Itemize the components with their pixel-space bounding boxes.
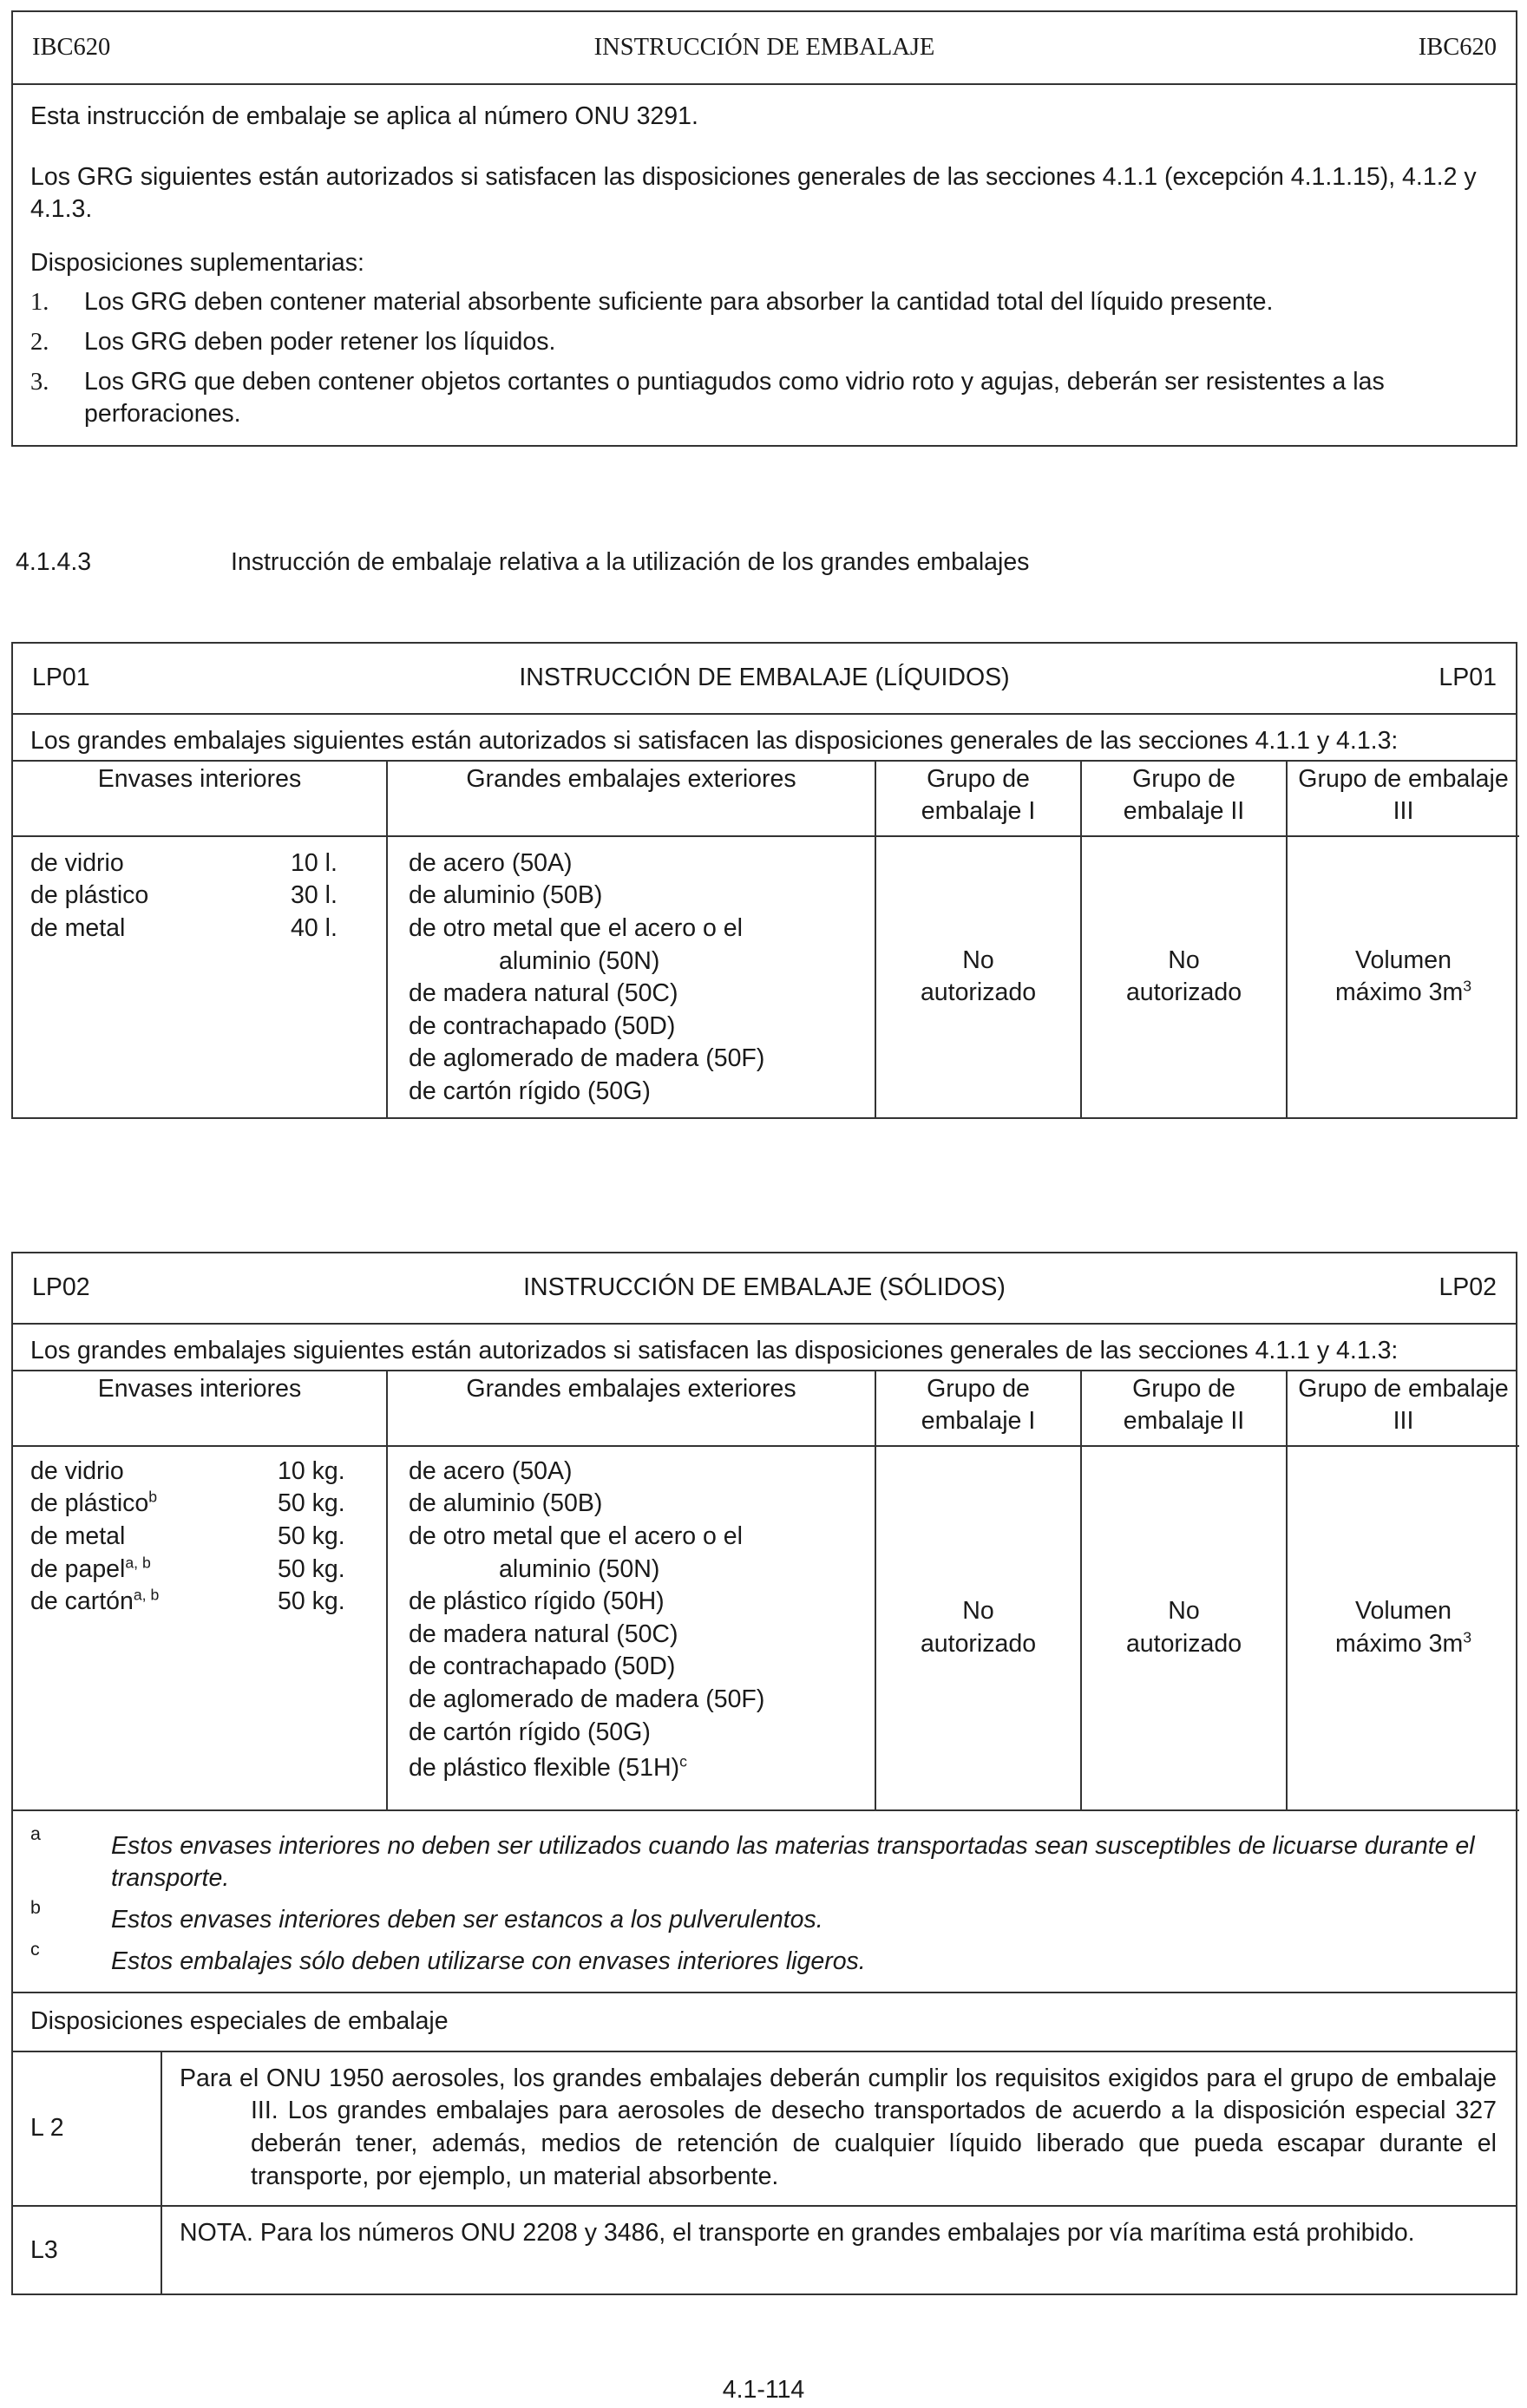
list-item: de cartón rígido (50G)	[409, 1077, 651, 1106]
lp02-special-title-row	[13, 1993, 1516, 2052]
pg3-sup: 3	[1463, 1628, 1472, 1646]
page-number: 4.1-114	[722, 2376, 805, 2404]
lp02-col-header: Grupo de embalaje II	[1081, 1371, 1287, 1446]
lp01-table-header	[13, 762, 1519, 836]
lp02-table	[13, 1371, 1519, 1811]
footnote-letter: b	[30, 1897, 41, 1919]
lp02-notes	[13, 1811, 1516, 1993]
special-text-wrap	[162, 2207, 1516, 2293]
lp02-pg1	[875, 1446, 1081, 1810]
list-item	[30, 1586, 386, 1619]
lp01-code-right: LP01	[1439, 664, 1497, 692]
lp02-pg2	[1081, 1446, 1287, 1810]
lp02-box	[11, 1252, 1517, 2295]
inner-name: de papel	[30, 1554, 126, 1583]
lp02-outer-cell	[387, 1446, 875, 1810]
list-item	[30, 1488, 386, 1521]
special-text-wrap	[162, 2052, 1516, 2205]
list-item: de otro metal que el acero o el	[409, 1522, 743, 1551]
lp02-col-header: Grupo de embalaje I	[875, 1371, 1081, 1446]
list-item: de acero (50A)	[409, 1456, 573, 1485]
footnote-text: Estos embalajes sólo deben utilizarse con envases interiores ligeros.	[111, 1947, 866, 1975]
lp02-header	[13, 1253, 1516, 1325]
footnote	[30, 1897, 1498, 1937]
pg2-text: No autorizado	[1125, 1597, 1242, 1658]
inner-qty: 30 l.	[291, 881, 338, 910]
ibc620-authorized: Los GRG siguientes están autorizados si satisfacen las disposiciones generales de las secciones 4.1.1 (excepción 4.1.1.15), 4.1.2 y 4.1.3.	[30, 162, 1477, 224]
special-code: L 2	[13, 2052, 162, 2205]
lp01-outer-cell	[387, 836, 875, 1117]
list-item: de aglomerado de madera (50F)	[409, 1044, 765, 1073]
inner-name: de vidrio	[30, 848, 124, 877]
ibc620-item-text: Los GRG deben poder retener los líquidos.	[84, 328, 556, 357]
ibc620-item	[30, 286, 1498, 319]
inner-name: de metal	[30, 1522, 126, 1551]
list-item	[30, 1456, 386, 1489]
outer-last: de plástico flexible (51H)	[409, 1754, 680, 1783]
list-item	[30, 1521, 386, 1554]
lp01-box	[11, 642, 1517, 1119]
list-item: aluminio (50N)	[499, 1554, 660, 1583]
ibc620-code-right: IBC620	[1418, 34, 1497, 62]
footnote	[30, 1822, 1498, 1895]
inner-name: de plástico	[30, 881, 149, 910]
lp02-code-right: LP02	[1439, 1273, 1497, 1302]
inner-name: de metal	[30, 914, 126, 943]
lp01-inner-cell	[13, 836, 387, 1117]
inner-name: de vidrio	[30, 1456, 124, 1485]
list-item: de aluminio (50B)	[409, 881, 603, 910]
section-heading	[16, 546, 1029, 579]
lp01-col-header: Grandes embalajes exteriores	[387, 762, 875, 836]
list-item: de acero (50A)	[409, 848, 573, 877]
inner-sup: a, b	[125, 1554, 151, 1572]
ibc620-item	[30, 366, 1498, 431]
footnote-text: Estos envases interiores no deben ser utilizados cuando las materias transportadas sean susceptibles de licuarse durante el transporte.	[111, 1831, 1475, 1893]
ibc620-item-text: Los GRG deben contener material absorbente suficiente para absorber la cantidad total del líquido presente.	[84, 288, 1274, 317]
list-item	[30, 880, 386, 913]
special-provision-l3	[13, 2207, 1516, 2293]
list-item	[30, 1554, 386, 1587]
inner-name-wrap	[30, 1456, 278, 1489]
lp01-col-header: Grupo de embalaje II	[1081, 762, 1287, 836]
ibc620-header	[13, 12, 1516, 85]
inner-name-wrap	[30, 1554, 278, 1587]
lp01-header	[13, 644, 1516, 715]
ibc620-box	[11, 10, 1517, 447]
lp02-table-header	[13, 1371, 1519, 1446]
lp02-code-left: LP02	[32, 1273, 90, 1302]
ibc620-item-text: Los GRG que deben contener objetos cortantes o puntiagudos como vidrio roto y agujas, deberán ser resistentes a las perforaciones.	[84, 367, 1385, 429]
lp01-intro: Los grandes embalajes siguientes están autorizados si satisfacen las disposiciones generales de las secciones 4.1.1 y 4.1.3:	[30, 727, 1399, 755]
lp01-table-body	[13, 836, 1519, 1117]
special-code: L3	[13, 2207, 162, 2293]
ibc620-code-left: IBC620	[32, 34, 111, 62]
ibc620-item-num: 3.	[30, 368, 49, 396]
lp01-table	[13, 762, 1519, 1117]
ibc620-item-num: 2.	[30, 329, 49, 357]
list-item: de aluminio (50B)	[409, 1489, 603, 1518]
lp01-col-header: Grupo de embalaje III	[1287, 762, 1519, 836]
inner-qty: 50 kg.	[278, 1522, 345, 1551]
list-item: de aglomerado de madera (50F)	[409, 1685, 765, 1714]
inner-sup: b	[148, 1488, 158, 1506]
list-item: aluminio (50N)	[499, 946, 660, 975]
inner-sup: a, b	[133, 1586, 160, 1604]
lp01-intro-row	[13, 715, 1516, 762]
lp01-title: INSTRUCCIÓN DE EMBALAJE (LÍQUIDOS)	[519, 664, 1010, 692]
pg3-text: Volumen máximo 3m	[1334, 946, 1464, 1007]
pg3-text: Volumen máximo 3m	[1334, 1597, 1464, 1658]
pg2-text: No autorizado	[1125, 946, 1242, 1007]
list-item: de madera natural (50C)	[409, 979, 678, 1008]
inner-name-wrap	[30, 1521, 278, 1554]
lp02-col-header: Grupo de embalaje III	[1287, 1371, 1519, 1446]
inner-qty: 50 kg.	[278, 1489, 345, 1518]
footnote-text: Estos envases interiores deben ser estancos a los pulverulentos.	[111, 1906, 823, 1934]
inner-qty: 50 kg.	[278, 1587, 345, 1616]
special-provision-l2	[13, 2052, 1516, 2207]
special-text: Para el ONU 1950 aerosoles, los grandes embalajes deberán cumplir los requisitos exigidos para el grupo de embalaje III. Los grandes embalajes para aerosoles de desecho transportados de acuerdo a la disposición especial 327 deberán tener, además, medios de retención de cualquier líquido liberado que pueda escapar durante el transporte, por ejemplo, un material absorbente.	[180, 2064, 1497, 2190]
lp01-pg3	[1287, 836, 1519, 1117]
list-item: de plástico rígido (50H)	[409, 1587, 665, 1616]
lp02-pg3	[1287, 1446, 1519, 1810]
list-item: de contrachapado (50D)	[409, 1011, 676, 1040]
lp02-title: INSTRUCCIÓN DE EMBALAJE (SÓLIDOS)	[523, 1273, 1006, 1302]
lp01-pg2	[1081, 836, 1287, 1117]
ibc620-item-num: 1.	[30, 289, 49, 317]
lp01-code-left: LP01	[32, 664, 90, 692]
inner-name: de cartón	[30, 1587, 134, 1616]
list-item	[30, 847, 386, 880]
lp02-col-header: Envases interiores	[13, 1371, 387, 1446]
ibc620-applies: Esta instrucción de embalaje se aplica al número ONU 3291.	[30, 102, 698, 130]
inner-name: de plástico	[30, 1489, 149, 1518]
list-item	[30, 913, 386, 946]
lp01-pg1	[875, 836, 1081, 1117]
inner-qty: 40 l.	[291, 914, 338, 943]
lp02-col-header: Grandes embalajes exteriores	[387, 1371, 875, 1446]
outer-last-sup: c	[679, 1752, 687, 1770]
ibc620-supp-title: Disposiciones suplementarias:	[30, 248, 364, 277]
ibc620-body	[13, 85, 1516, 445]
inner-name-wrap	[30, 1586, 278, 1619]
special-text: NOTA. Para los números ONU 2208 y 3486, el transporte en grandes embalajes por vía marítima está prohibido.	[180, 2219, 1415, 2248]
ibc620-item	[30, 326, 1498, 359]
pg3-sup: 3	[1463, 977, 1472, 995]
inner-name-wrap	[30, 1488, 278, 1521]
list-item: de otro metal que el acero o el	[409, 914, 743, 943]
footnote-letter: a	[30, 1822, 41, 1844]
footnote	[30, 1938, 1498, 1979]
lp02-inner-cell	[13, 1446, 387, 1810]
list-item: de cartón rígido (50G)	[409, 1718, 651, 1746]
inner-qty: 10 kg.	[278, 1456, 345, 1485]
section-number: 4.1.4.3	[16, 548, 92, 576]
footnote-letter: c	[30, 1938, 40, 1960]
inner-qty: 10 l.	[291, 848, 338, 877]
lp02-table-body	[13, 1446, 1519, 1810]
list-item: de contrachapado (50D)	[409, 1652, 676, 1681]
list-item: de madera natural (50C)	[409, 1620, 678, 1648]
ibc620-title: INSTRUCCIÓN DE EMBALAJE	[593, 34, 935, 62]
pg1-text: No autorizado	[920, 1597, 1037, 1658]
lp02-intro-row	[13, 1325, 1516, 1371]
lp02-intro: Los grandes embalajes siguientes están autorizados si satisfacen las disposiciones generales de las secciones 4.1.1 y 4.1.3:	[30, 1337, 1399, 1364]
inner-qty: 50 kg.	[278, 1554, 345, 1583]
section-title: Instrucción de embalaje relativa a la utilización de los grandes embalajes	[231, 548, 1030, 576]
lp01-col-header: Grupo de embalaje I	[875, 762, 1081, 836]
special-title: Disposiciones especiales de embalaje	[30, 2007, 449, 2036]
lp01-col-header: Envases interiores	[13, 762, 387, 836]
list-item	[409, 1752, 866, 1785]
pg1-text: No autorizado	[920, 946, 1037, 1007]
